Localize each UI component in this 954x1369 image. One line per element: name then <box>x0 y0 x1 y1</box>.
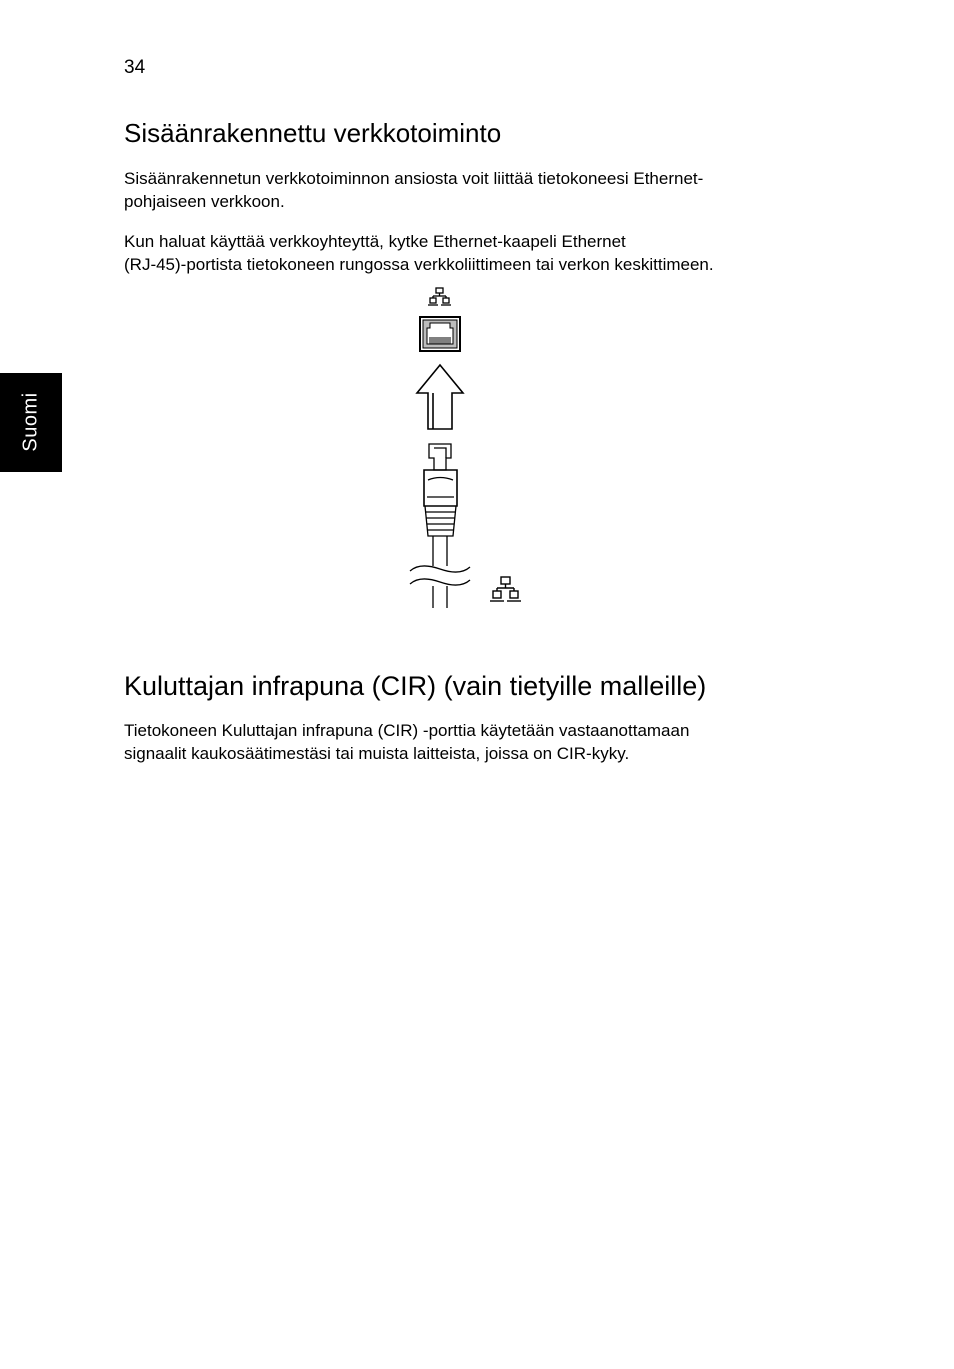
cable-break-icon <box>410 566 470 608</box>
arrow-up-icon <box>417 365 463 429</box>
ethernet-connection-figure <box>400 286 530 612</box>
paragraph-network-intro <box>124 167 824 213</box>
network-icon <box>490 577 521 601</box>
text-line: signaalit kaukosäätimestäsi tai muista laitteista, joissa on CIR-kyky. <box>124 744 630 763</box>
text-line: Tietokoneen Kuluttajan infrapuna (CIR) -porttia käytetään vastaanottamaan <box>124 721 690 740</box>
ethernet-plug-icon <box>424 444 457 566</box>
text-line: Kun haluat käyttää verkkoyhteyttä, kytke Ethernet-kaapeli Ethernet <box>124 232 626 251</box>
section-tab-label: Suomi <box>19 392 42 452</box>
text-line: (RJ-45)-portista tietokoneen rungossa verkkoliittimeen tai verkon keskittimeen. <box>124 255 714 274</box>
page-number: 34 <box>124 57 146 78</box>
section-tab <box>0 373 62 472</box>
text-line: Sisäänrakennetun verkkotoiminnon ansiosta voit liittää tietokoneesi Ethernet- <box>124 169 704 188</box>
paragraph-cir <box>124 719 824 765</box>
network-icon <box>428 288 451 305</box>
paragraph-network-instructions <box>124 230 824 276</box>
heading-cir: Kuluttajan infrapuna (CIR) (vain tietyille malleille) <box>124 671 707 701</box>
text-line: pohjaiseen verkkoon. <box>124 192 285 211</box>
rj45-port-icon <box>420 317 460 351</box>
heading-network: Sisäänrakennettu verkkotoiminto <box>124 118 502 148</box>
